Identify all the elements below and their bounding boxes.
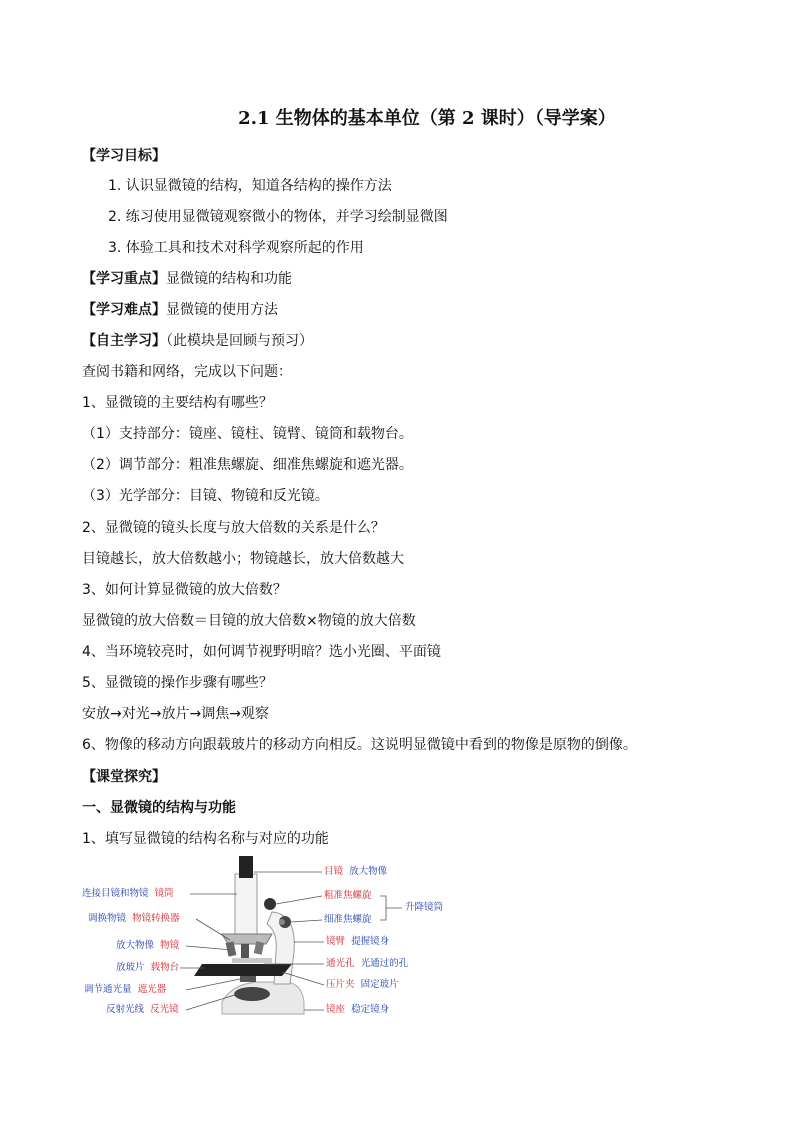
question-3: 3、如何计算显微镜的放大倍数？	[82, 582, 287, 598]
label-diaphragm: 调节通光量 遮光器	[84, 984, 167, 995]
focus-heading: 【学习重点】	[82, 271, 166, 287]
label-nosepiece: 调换物镜 物镜转换器	[88, 913, 180, 924]
microscope-diagram	[82, 852, 462, 1022]
label-mirror: 反射光线 反光镜	[106, 1004, 179, 1015]
question-1: 1、显微镜的主要结构有哪些？	[82, 395, 273, 411]
question-6: 6、物像的移动方向跟载玻片的移动方向相反。这说明显微镜中看到的物像是原物的倒像。	[82, 737, 637, 753]
objectives-heading: 【学习目标】	[82, 148, 166, 164]
label-fine-knob: 细准焦螺旋	[324, 914, 372, 925]
self-study-line	[82, 331, 313, 351]
difficulty-heading: 【学习难点】	[82, 302, 166, 318]
difficulty-line	[82, 300, 278, 320]
objective-1: 1. 认识显微镜的结构，知道各结构的操作方法	[108, 178, 392, 194]
label-objective: 放大物像 物镜	[116, 940, 180, 951]
question-4: 4、当环境较亮时，如何调节视野明暗？选小光圈、平面镜	[82, 644, 441, 660]
label-base: 镜座 稳定镜身	[326, 1004, 390, 1015]
answer-2: 目镜越长，放大倍数越小；物镜越长，放大倍数越大	[82, 551, 404, 567]
label-coarse-knob: 粗准焦螺旋	[324, 890, 372, 901]
difficulty-text: 显微镜的使用方法	[166, 302, 278, 318]
label-aperture: 通光孔 光通过的孔	[326, 958, 409, 969]
focus-text: 显微镜的结构和功能	[166, 271, 292, 287]
task-1: 1、填写显微镜的结构名称与对应的功能	[82, 831, 329, 847]
label-eyepiece: 目镜 放大物像	[324, 866, 388, 877]
answer-5: 安放→对光→放片→调焦→观察	[82, 706, 269, 722]
label-stage: 放玻片 载物台	[116, 962, 180, 973]
self-study-heading: 【自主学习】	[82, 333, 166, 349]
answer-3: 显微镜的放大倍数＝目镜的放大倍数×物镜的放大倍数	[82, 613, 416, 629]
intro-text: 查阅书籍和网络，完成以下问题：	[82, 364, 292, 380]
objective-2: 2. 练习使用显微镜观察微小的物体，并学习绘制显微图	[108, 209, 448, 225]
answer-1-1: （1）支持部分：镜座、镜柱、镜臂、镜筒和载物台。	[82, 426, 413, 442]
label-tube: 连接目镜和物镜 镜筒	[82, 888, 174, 899]
section-1-heading: 一、显微镜的结构与功能	[82, 800, 236, 816]
label-raise-lower: 升降镜筒	[405, 902, 444, 913]
microscope-illustration	[82, 852, 462, 1022]
class-heading: 【课堂探究】	[82, 769, 166, 785]
question-2: 2、显微镜的镜头长度与放大倍数的关系是什么？	[82, 520, 385, 536]
question-5: 5、显微镜的操作步骤有哪些？	[82, 675, 273, 691]
focus-line	[82, 269, 292, 289]
answer-1-2: （2）调节部分：粗准焦螺旋、细准焦螺旋和遮光器。	[82, 457, 413, 473]
objective-3: 3. 体验工具和技术对科学观察所起的作用	[108, 240, 364, 256]
label-arm: 镜臂 提握镜身	[326, 936, 390, 947]
answer-1-3: （3）光学部分：目镜、物镜和反光镜。	[82, 488, 329, 504]
label-clip: 压片夹 固定玻片	[326, 979, 399, 990]
self-study-text: （此模块是回顾与预习）	[166, 333, 313, 349]
page-title: 2.1 生物体的基本单位（第 2 课时）（导学案）	[238, 108, 616, 129]
